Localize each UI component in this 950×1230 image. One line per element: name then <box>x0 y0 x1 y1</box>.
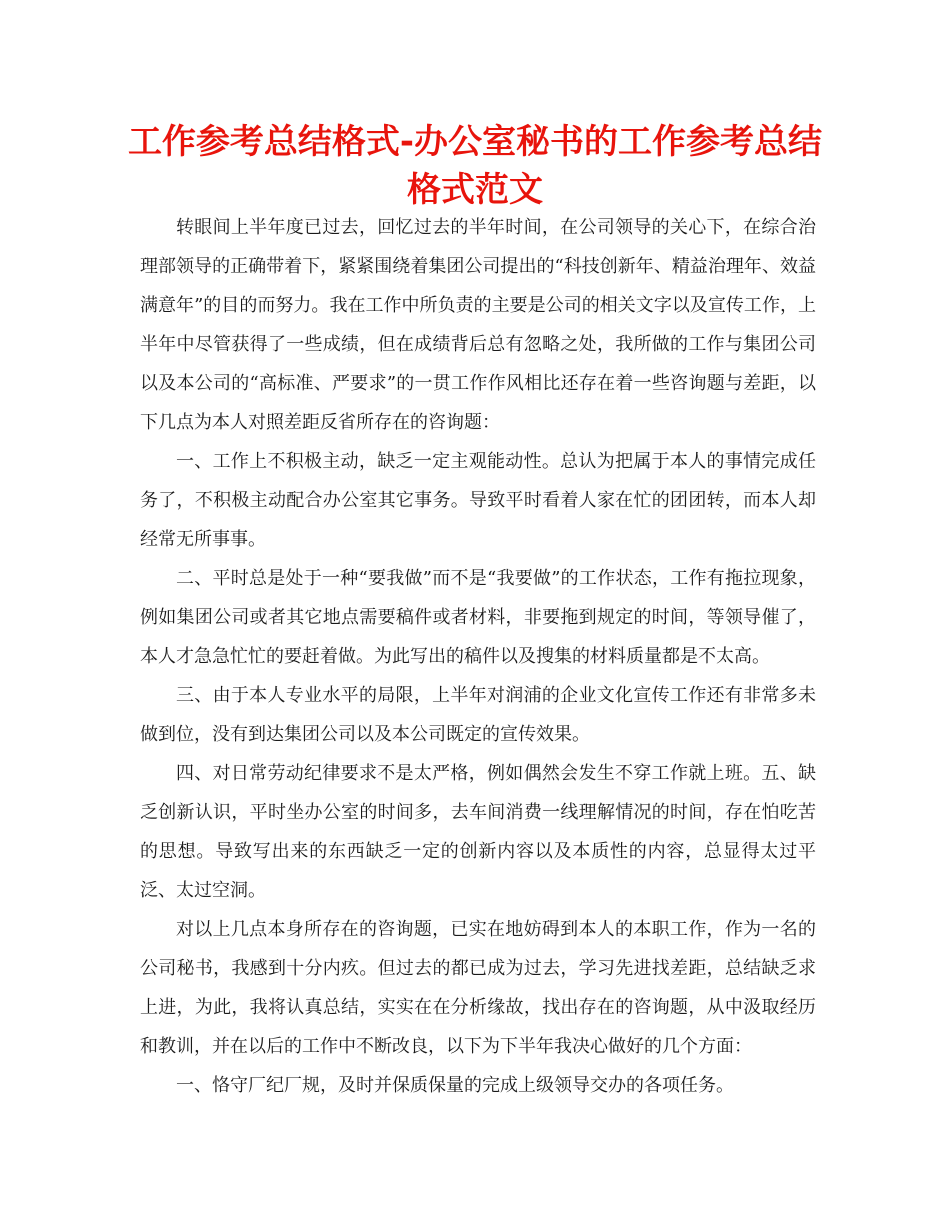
paragraph: 二、平时总是处于一种“要我做”而不是“我要做”的工作状态，工作有拖拉现象，例如集团公司或者其它地点需要稿件或者材料，非要拖到规定的时间，等领导催了，本人才急急忙忙的要赶着做。为此写出的稿件以及搜集的材料质量都是不太高。 <box>140 568 816 667</box>
paragraph: 一、工作上不积极主动，缺乏一定主观能动性。总认为把属于本人的事情完成任务了，不积极主动配合办公室其它事务。导致平时看着人家在忙的团团转，而本人却经常无所事事。 <box>140 451 816 550</box>
paragraph: 对以上几点本身所存在的咨询题，已实在地妨碍到本人的本职工作，作为一名的公司秘书，我感到十分内疚。但过去的都已成为过去，学习先进找差距，总结缺乏求上进，为此，我将认真总结，实实在在分析缘故，找出存在的咨询题，从中汲取经历和教训，并在以后的工作中不断改良，以下为下半年我决心做好的几个方面： <box>140 919 816 1057</box>
paragraph: 一、恪守厂纪厂规，及时并保质保量的完成上级领导交办的各项任务。 <box>176 1075 734 1096</box>
paragraph: 转眼间上半年度已过去，回忆过去的半年时间，在公司领导的关心下，在综合治理部领导的正确带着下，紧紧围绕着集团公司提出的“科技创新年、精益治理年、效益满意年”的目的而努力。我在工作中所负责的主要是公司的相关文字以及宣传工作，上半年中尽管获得了一些成绩，但在成绩背后总有忽略之处，我所做的工作与集团公司以及本公司的“高标准、严要求”的一贯工作作风相比还存在着一些咨询题与差距，以下几点为本人对照差距反省所存在的咨询题： <box>140 217 816 433</box>
document-title: 工作参考总结格式-办公室秘书的工作参考总结格式范文 <box>127 122 823 210</box>
paragraph: 三、由于本人专业水平的局限，上半年对润浦的企业文化宣传工作还有非常多未做到位，没有到达集团公司以及本公司既定的宣传效果。 <box>140 685 816 745</box>
paragraph: 四、对日常劳动纪律要求不是太严格，例如偶然会发生不穿工作就上班。五、缺乏创新认识，平时坐办公室的时间多，去车间消费一线理解情况的时间，存在怕吃苦的思想。导致写出来的东西缺乏一定的创新内容以及本质性的内容，总显得太过平泛、太过空洞。 <box>140 763 816 901</box>
document-body <box>140 208 816 1105</box>
